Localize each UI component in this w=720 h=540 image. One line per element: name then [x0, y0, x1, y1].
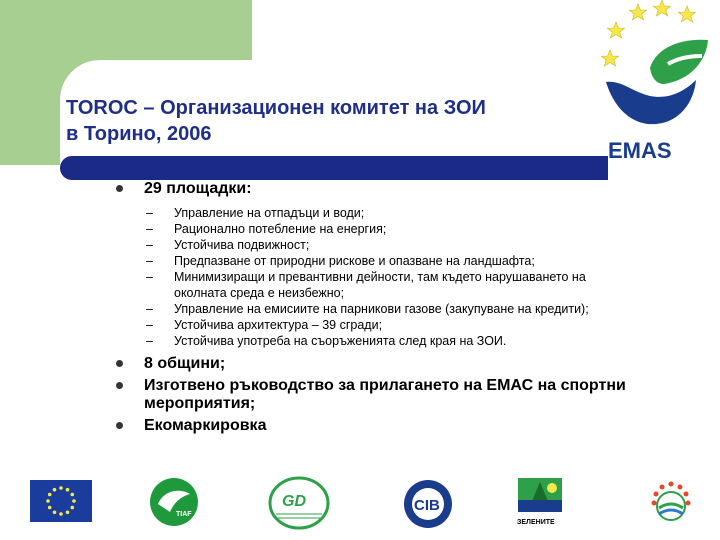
svg-text:EMAS: EMAS [608, 138, 672, 163]
star-icon [678, 6, 695, 22]
sub-item-text: Устойчива употреба на съоръженията след края на ЗОИ. [174, 334, 507, 348]
bullet-text: 29 площадки: [144, 180, 252, 197]
sub-item-text: околната среда е неизбежно; [174, 286, 345, 300]
dash-icon: – [146, 270, 153, 284]
eu-flag-logo [30, 480, 92, 522]
bullet-item [110, 180, 710, 198]
svg-text:CIB: CIB [414, 497, 440, 514]
bullet-icon [116, 382, 123, 389]
sub-item [110, 206, 710, 221]
sub-list [110, 206, 710, 349]
dash-icon: – [146, 302, 153, 316]
zelenite-logo [514, 476, 566, 536]
sub-item [110, 238, 710, 253]
sub-item-text: Управление на отпадъци и води; [174, 206, 365, 220]
sub-item [110, 254, 710, 269]
sub-item [110, 222, 710, 237]
title-divider-bar [60, 156, 608, 180]
sub-item-text: Минимизиращи и превантивни дейности, там където нарушаването на [174, 270, 586, 284]
svg-text:GD: GD [282, 493, 306, 510]
sub-item-text: Управление на емисиите на парникови газове (закупуване на кредити); [174, 302, 589, 316]
bullet-text: 8 общини; [144, 355, 226, 372]
dash-icon: – [146, 238, 153, 252]
sub-item-text: Рационално потебление на енергия; [174, 222, 387, 236]
title-line-2: в Торино, 2006 [66, 123, 212, 145]
dash-icon: – [146, 318, 153, 332]
emas-logo [598, 0, 720, 165]
bullet-list [110, 180, 710, 439]
sub-item-text: Предпазване от природни рискове и опазване на ландшафта; [174, 254, 535, 268]
dash-icon: – [146, 222, 153, 236]
cib-logo [400, 478, 456, 530]
star-icon [653, 0, 670, 16]
sub-item [110, 302, 710, 317]
slide-title [66, 95, 586, 147]
sub-item-text: Устойчива подвижност; [174, 238, 310, 252]
partner-logos [0, 470, 720, 540]
bullet-item [110, 377, 710, 413]
bullet-item [110, 417, 710, 435]
star-icon [601, 50, 618, 66]
title-line-1: TOROC – Организационен комитет на ЗОИ [66, 97, 486, 119]
bullet-item [110, 355, 710, 373]
eco-sun-logo [646, 478, 696, 530]
bullet-icon [116, 360, 123, 367]
star-icon [629, 4, 646, 20]
svg-text:ЗЕЛЕНИТЕ: ЗЕЛЕНИТЕ [517, 519, 555, 526]
sub-item-continuation [110, 286, 710, 301]
sub-item [110, 334, 710, 349]
emas-swoosh-blue [606, 80, 696, 124]
svg-text:TIAF: TIAF [176, 511, 192, 518]
sub-item [110, 270, 710, 285]
bullet-icon [116, 185, 123, 192]
dash-icon: – [146, 254, 153, 268]
sub-item-text: Устойчива архитектура – 39 сгради; [174, 318, 383, 332]
bullet-text: Изготвено ръководство за прилагането на ЕМАС на спортни мероприятия; [144, 377, 626, 412]
bullet-text: Екомаркировка [144, 417, 267, 434]
star-icon [607, 22, 624, 38]
dash-icon: – [146, 206, 153, 220]
tiaf-logo [148, 476, 200, 528]
dash-icon: – [146, 334, 153, 348]
gd-logo [268, 476, 330, 530]
sub-item [110, 318, 710, 333]
emas-leaf-green [650, 40, 708, 84]
bullet-icon [116, 422, 123, 429]
